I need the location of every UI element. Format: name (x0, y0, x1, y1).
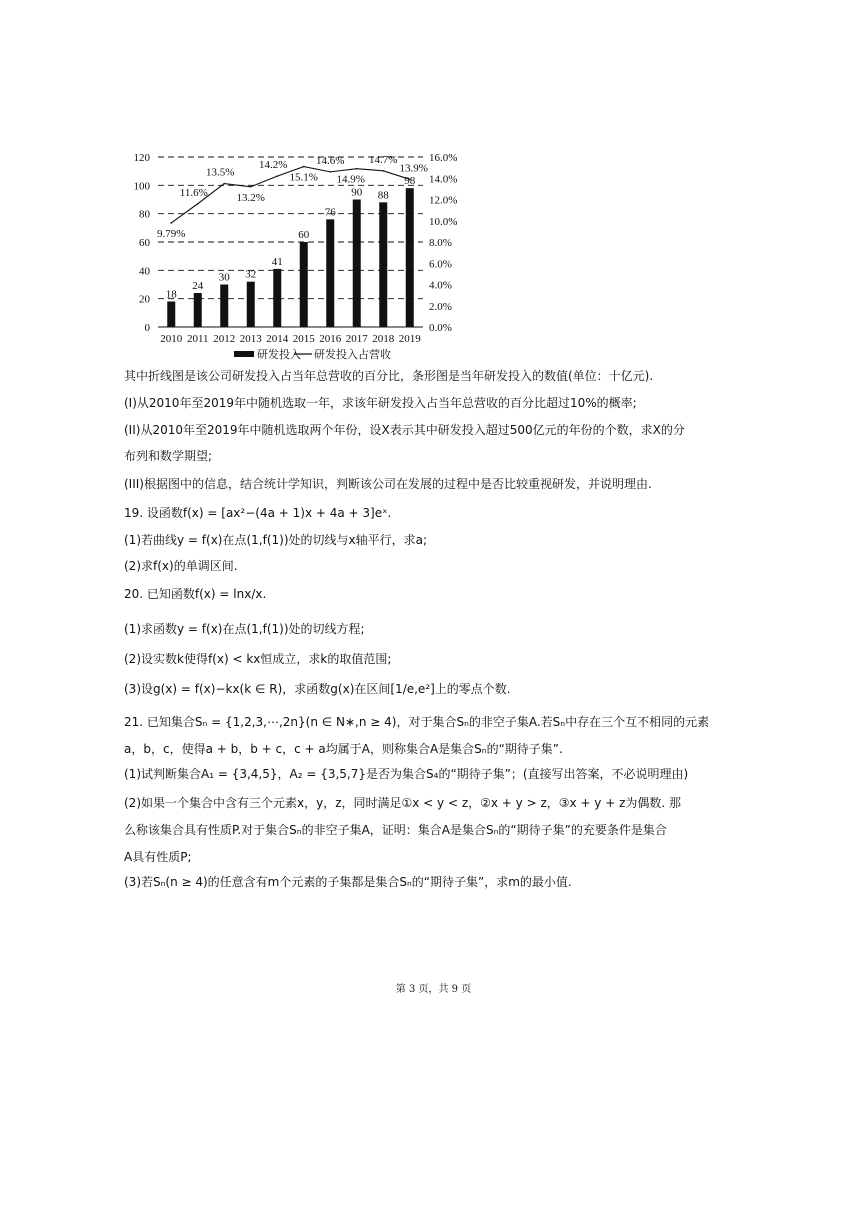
text-line: 布列和数学期望; (124, 449, 213, 463)
text-line: (I)从2010年至2019年中随机选取一年，求该年研发投入占当年总营收的百分比超过10%的概率; (124, 396, 637, 410)
bar (353, 200, 361, 328)
line-value-label: 15.1% (289, 171, 318, 184)
bar (379, 202, 387, 327)
bar-value-label: 60 (298, 229, 310, 241)
bar-value-label: 76 (324, 206, 336, 219)
y-right-tick-label: 6.0% (429, 258, 452, 271)
line-point (223, 183, 225, 185)
y-right-tick-label: 12.0% (429, 194, 458, 207)
y-left-tick-label: 40 (139, 265, 150, 278)
bar-value-label: 30 (218, 271, 230, 284)
text-line: (III)根据图中的信息，结合统计学知识，判断该公司在发展的过程中是否比较重视研发，并说明理由. (124, 477, 652, 491)
x-tick-label: 2011 (186, 333, 209, 345)
y-right-tick-label: 0.0% (429, 322, 452, 334)
line-value-label: 13.5% (206, 166, 235, 179)
x-tick-label: 2010 (160, 333, 183, 345)
text-line: 21. 已知集合Sₙ = {1,2,3,⋯,2n}(n ∈ N∗,n ≥ 4)，对于集合Sₙ的非空子集A.若Sₙ中存在三个互不相同的元素 (124, 715, 710, 729)
bar (247, 282, 255, 327)
rd-chart (118, 140, 478, 370)
x-tick-label: 2017 (345, 333, 368, 345)
bar (273, 269, 281, 327)
legend-bar-swatch (234, 351, 254, 357)
line-point (329, 171, 331, 173)
line-point (250, 186, 252, 188)
text-line: (II)从2010年至2019年中随机选取两个年份，设X表示其中研发投入超过500亿元的年份的个数，求X的分 (124, 423, 685, 437)
bar-value-label: 18 (165, 288, 177, 301)
bar (167, 302, 175, 328)
line-point (170, 222, 172, 224)
line-value-label: 14.6% (316, 154, 345, 167)
bar (220, 285, 228, 328)
text-line: (2)设实数k使得f(x) < kx恒成立，求k的取值范围; (124, 652, 392, 666)
text-line: (3)设g(x) = f(x)−kx(k ∈ R)，求函数g(x)在区间[1/e,e²]上的零点个数. (124, 682, 511, 696)
text-line: (1)试判断集合A₁ = {3,4,5}，A₂ = {3,5,7}是否为集合S₄的“期待子集”；(直接写出答案，不必说明理由) (124, 767, 689, 781)
x-tick-label: 2018 (372, 333, 395, 345)
line-point (303, 166, 305, 168)
bar (194, 293, 202, 327)
bar-value-label: 88 (377, 189, 389, 202)
y-right-tick-label: 4.0% (429, 279, 452, 292)
page-footer: 第 3 页，共 9 页 (395, 984, 472, 995)
y-right-tick-label: 10.0% (429, 215, 458, 228)
text-line: (2)求f(x)的单调区间. (124, 559, 238, 573)
y-left-tick-label: 0 (144, 322, 150, 334)
y-right-tick-label: 14.0% (429, 173, 458, 186)
text-line: (1)若曲线y = f(x)在点(1,f(1))处的切线与x轴平行，求a; (124, 533, 428, 547)
bar-value-label: 98 (404, 175, 416, 188)
line-point (356, 168, 358, 170)
bar-value-label: 32 (245, 268, 257, 281)
x-tick-label: 2012 (213, 333, 236, 345)
bar (326, 219, 334, 327)
x-tick-label: 2015 (292, 333, 315, 345)
y-left-tick-label: 20 (139, 293, 150, 306)
y-right-tick-label: 16.0% (429, 152, 458, 164)
y-right-tick-label: 2.0% (429, 300, 452, 313)
legend-bar-label: 研发投入 (257, 349, 301, 361)
text-line: 19. 设函数f(x) = [ax²−(4a + 1)x + 4a + 3]eˣ. (124, 506, 392, 520)
y-left-tick-label: 60 (139, 237, 150, 249)
text-line: 其中折线图是该公司研发投入占当年总营收的百分比，条形图是当年研发投入的数值(单位：十亿元). (124, 369, 654, 383)
line-point (382, 170, 384, 172)
chart-legend (234, 347, 391, 361)
x-tick-label: 2016 (319, 333, 342, 345)
y-left-tick-label: 100 (133, 180, 150, 193)
text-line: (3)若Sₙ(n ≥ 4)的任意含有m个元素的子集都是集合Sₙ的“期待子集”，求m的最小值. (124, 875, 572, 889)
bar (300, 242, 308, 327)
bar-value-label: 41 (271, 255, 283, 268)
x-tick-label: 2013 (239, 333, 262, 345)
line-value-label: 14.9% (336, 173, 365, 186)
line-value-label: 13.2% (236, 191, 265, 204)
y-left-tick-label: 80 (139, 208, 150, 221)
line-value-label: 11.6% (179, 186, 208, 199)
line-value-label: 13.9% (399, 162, 428, 175)
line-value-label: 14.7% (369, 153, 398, 166)
x-tick-label: 2019 (398, 333, 421, 345)
text-line: (2)如果一个集合中含有三个元素x，y，z，同时满足①x < y < z，②x + y > z，③x + y + z为偶数. 那 (124, 796, 682, 810)
legend-line-label: 研发投入占营收 (314, 349, 391, 361)
line-value-label: 14.2% (259, 159, 288, 172)
line-point (197, 203, 199, 205)
y-left-tick-label: 120 (133, 152, 150, 164)
text-line: A具有性质P; (124, 850, 192, 864)
y-right-tick-label: 8.0% (429, 237, 452, 249)
line-point (276, 175, 278, 177)
text-line: 么称该集合具有性质P.对于集合Sₙ的非空子集A，证明：集合A是集合Sₙ的“期待子集”的充要条件是集合 (124, 823, 667, 837)
x-tick-label: 2014 (266, 333, 289, 345)
bar-value-label: 24 (192, 280, 204, 292)
text-line: (1)求函数y = f(x)在点(1,f(1))处的切线方程; (124, 622, 365, 636)
bar-value-label: 90 (351, 186, 363, 199)
bar (406, 188, 414, 327)
text-line: a，b，c，使得a + b，b + c，c + a均属于A，则称集合A是集合Sₙ的“期待子集”. (124, 742, 563, 756)
text-line: 20. 已知函数f(x) = lnx/x. (124, 587, 267, 601)
line-value-label: 9.79% (157, 227, 186, 240)
